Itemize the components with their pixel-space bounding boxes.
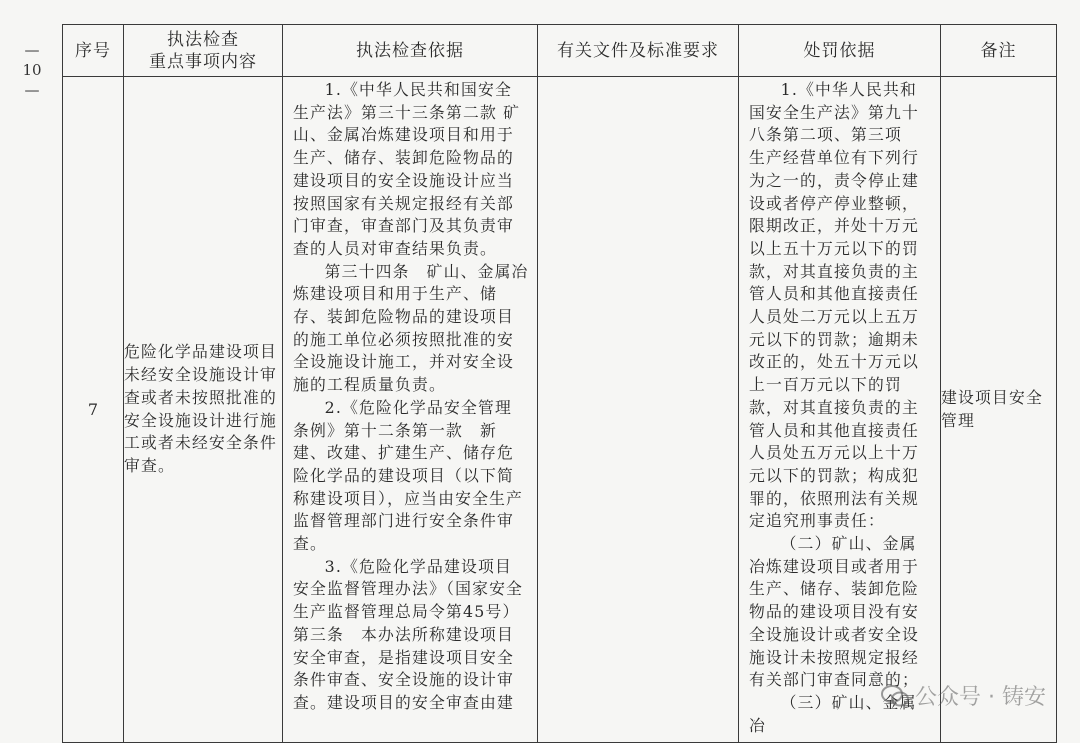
page-number: — 10 — bbox=[18, 40, 46, 100]
header-remarks: 备注 bbox=[941, 25, 1057, 77]
chat-bubble-icon bbox=[881, 684, 909, 708]
basis-para: 1.《中华人民共和国安全生产法》第三十三条第二款 矿山、金属冶炼建设项目和用于生产、储存、装卸危险物品的建设项目的安全设施设计应当按照国家有关规定报经有关部门审查，审查部门及其负责审查的人员对审查结果负责。 bbox=[293, 80, 521, 258]
header-seq: 序号 bbox=[63, 25, 124, 77]
row-penalty bbox=[739, 77, 941, 743]
row-item: 危险化学品建设项目未经安全设施设计审查或者未按照批准的安全设施设计进行施工或者未经安全条件审查。 bbox=[124, 77, 283, 743]
header-item: 执法检查 重点事项内容 bbox=[124, 25, 283, 77]
header-basis: 执法检查依据 bbox=[283, 25, 538, 77]
header-penalty: 处罚依据 bbox=[739, 25, 941, 77]
table-row bbox=[63, 77, 1057, 743]
watermark bbox=[881, 680, 1046, 711]
penalty-para: （二）矿山、金属冶炼建设项目或者用于生产、储存、装卸危险物品的建设项目没有安全设施设计或者安全设施设计未按照规定报经有关部门审查同意的； bbox=[749, 534, 919, 690]
row-standards bbox=[538, 77, 739, 743]
basis-para: 第三十四条 矿山、金属冶炼建设项目和用于生产、储存、装卸危险物品的建设项目的施工单位必须按照批准的安全设施设计施工，并对安全设施的工程质量负责。 bbox=[293, 261, 529, 395]
row-remarks: 建设项目安全管理 bbox=[941, 77, 1057, 743]
header-row bbox=[63, 25, 1057, 77]
header-standards: 有关文件及标准要求 bbox=[538, 25, 739, 77]
page-number-value: 10 bbox=[22, 61, 42, 79]
basis-para: 3.《危险化学品建设项目安全监督管理办法》（国家安全生产监督管理总局令第45号）第三条 本办法所称建设项目安全审查，是指建设项目安全条件审查、安全设施的设计审查。建设项目的安全审查由建 bbox=[293, 556, 524, 712]
enforcement-table bbox=[62, 24, 1057, 743]
row-basis bbox=[283, 77, 538, 743]
row-seq: 7 bbox=[63, 77, 124, 743]
watermark-text: 公众号 · 铸安 bbox=[915, 685, 1046, 710]
basis-para: 2.《危险化学品安全管理条例》第十二条第一款 新建、改建、扩建生产、储存危险化学品的建设项目（以下简称建设项目），应当由安全生产监督管理部门进行安全条件审查。 bbox=[293, 397, 524, 554]
penalty-para: （三）矿山、金属冶 bbox=[749, 692, 917, 735]
penalty-para: 1.《中华人民共和国安全生产法》第九十八条第二项、第三项 生产经营单位有下列行为之一的，责令停止建设或者停产停业整顿，限期改正，并处十万元以上五十万元以下的罚款，对其直接负责的主管人员和其他直接责任人员处二万元以上五万元以下的罚款；逾期未改正的，处五十万元以上一百万元以下的罚款，对其直接负责的主管人员和其他直接责任人员处五万元以上十万元以下的罚款；构成犯罪的，依照刑法有关规定追究刑事责任： bbox=[749, 80, 919, 531]
